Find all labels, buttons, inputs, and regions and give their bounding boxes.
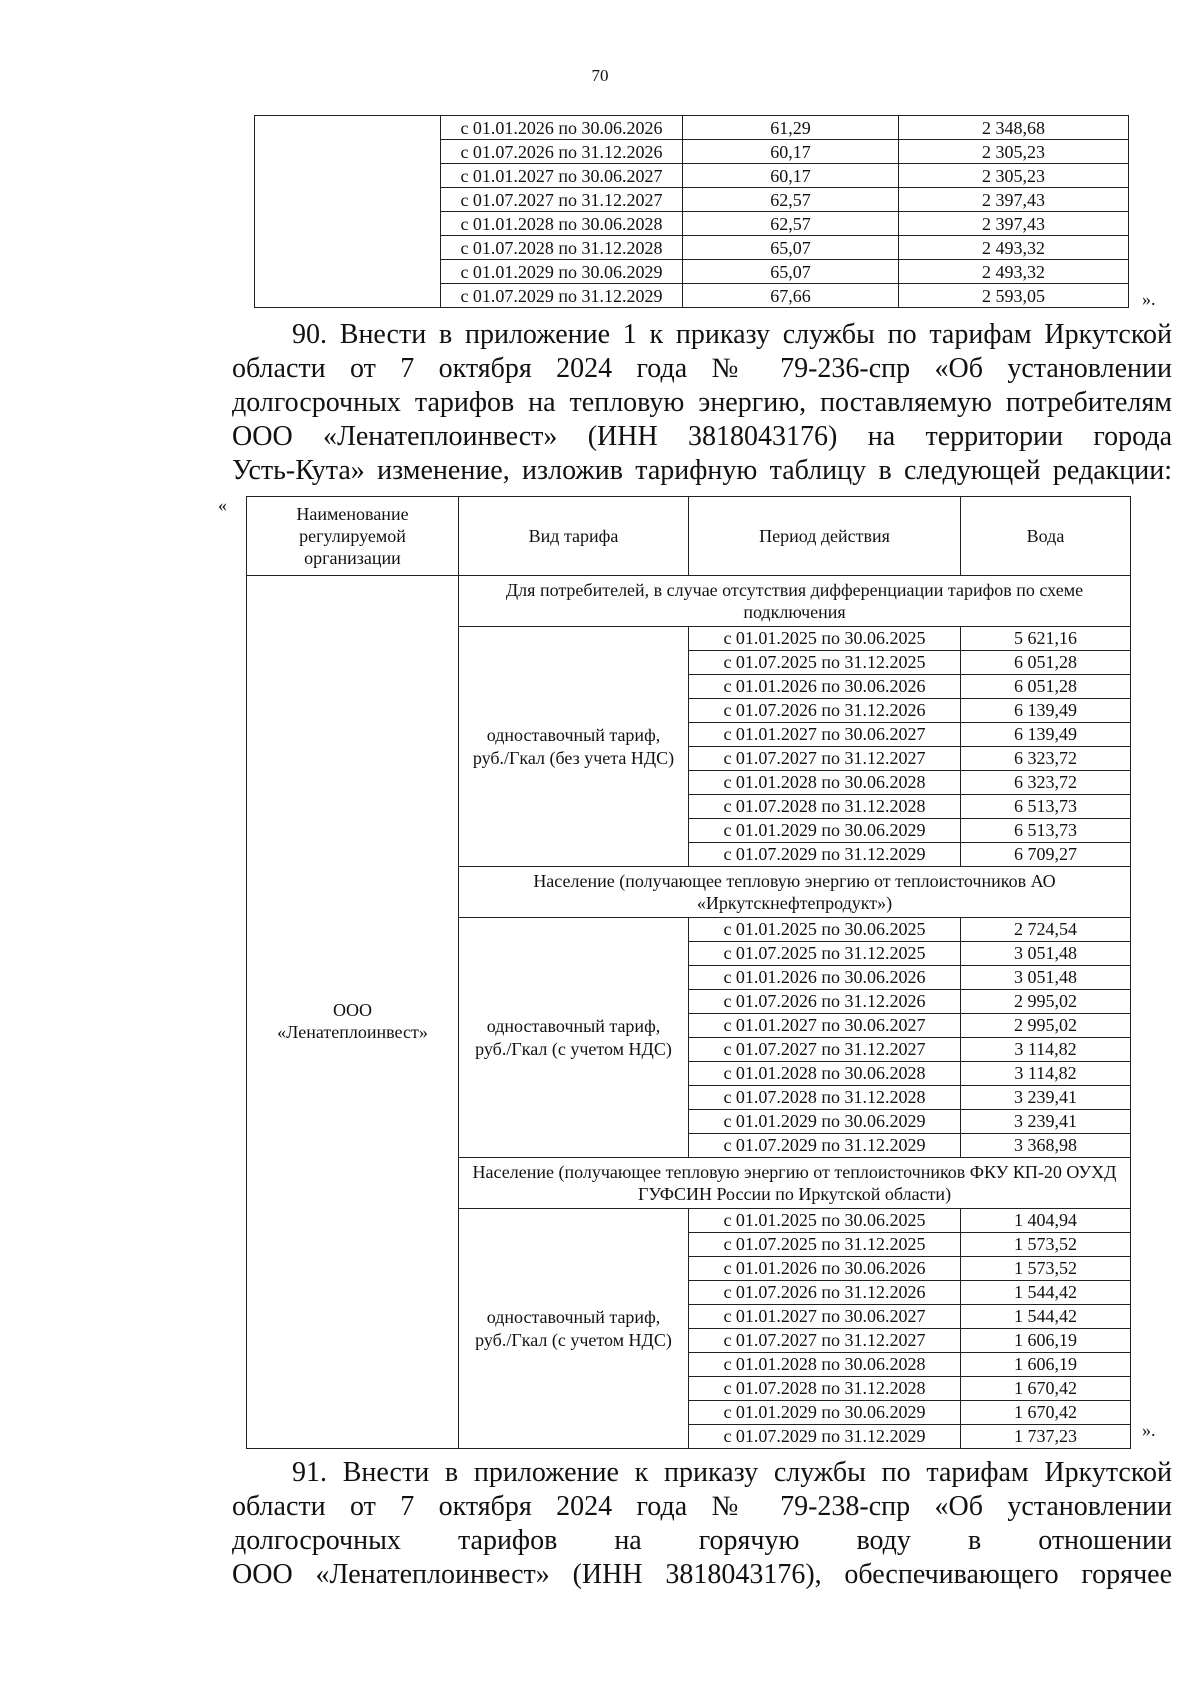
- period-cell: с 01.07.2028 по 31.12.2028: [441, 236, 683, 260]
- table-row: [255, 116, 1129, 140]
- value-cell-2: 2 305,23: [899, 164, 1129, 188]
- value-cell-2: 2 348,68: [899, 116, 1129, 140]
- value-cell-1: 60,17: [683, 164, 899, 188]
- period-cell: с 01.07.2028 по 31.12.2028: [689, 1377, 961, 1401]
- paragraph-line: ООО «Ленатеплоинвест» (ИНН 3818043176) на территории города: [232, 421, 1172, 452]
- closing-quote: ».: [1142, 289, 1156, 309]
- water-value-cell: 6 139,49: [961, 723, 1131, 747]
- page-number: 70: [591, 66, 609, 85]
- period-cell: с 01.07.2028 по 31.12.2028: [689, 1086, 961, 1110]
- header-period: Период действия: [689, 497, 961, 576]
- water-value-cell: 3 051,48: [961, 966, 1131, 990]
- water-value-cell: 6 139,49: [961, 699, 1131, 723]
- paragraph-line: 90. Внести в приложение 1 к приказу службы по тарифам Иркутской: [292, 319, 1172, 350]
- period-cell: с 01.01.2029 по 30.06.2029: [441, 260, 683, 284]
- value-cell-2: 2 397,43: [899, 188, 1129, 212]
- table-header-row: [247, 497, 1131, 576]
- heat-tariff-table: [246, 496, 1131, 1449]
- paragraph-90: [232, 318, 1172, 488]
- water-value-cell: 3 239,41: [961, 1110, 1131, 1134]
- period-cell: с 01.07.2026 по 31.12.2026: [689, 990, 961, 1014]
- value-cell-1: 62,57: [683, 188, 899, 212]
- value-cell-2: 2 493,32: [899, 236, 1129, 260]
- period-cell: с 01.07.2025 по 31.12.2025: [689, 1233, 961, 1257]
- value-cell-2: 2 493,32: [899, 260, 1129, 284]
- group-title: Население (получающее тепловую энергию от теплоисточников АО «Иркутскнефтепродукт»): [459, 867, 1131, 918]
- period-cell: с 01.07.2025 по 31.12.2025: [689, 942, 961, 966]
- water-value-cell: 6 513,73: [961, 819, 1131, 843]
- water-value-cell: 2 995,02: [961, 990, 1131, 1014]
- value-cell-2: 2 397,43: [899, 212, 1129, 236]
- tariff-type-cell: одноставочный тариф, руб./Гкал (с учетом НДС): [459, 918, 689, 1158]
- water-value-cell: 6 323,72: [961, 747, 1131, 771]
- paragraph-line: ООО «Ленатеплоинвест» (ИНН 3818043176), обеспечивающего горячее: [232, 1559, 1172, 1590]
- period-cell: с 01.01.2028 по 30.06.2028: [689, 1062, 961, 1086]
- paragraph-line: долгосрочных тарифов на горячую воду в отношении: [232, 1525, 1172, 1556]
- water-value-cell: 6 513,73: [961, 795, 1131, 819]
- water-value-cell: 1 737,23: [961, 1425, 1131, 1449]
- period-cell: с 01.01.2028 по 30.06.2028: [689, 1353, 961, 1377]
- value-cell-1: 67,66: [683, 284, 899, 308]
- paragraph-line: 91. Внести в приложение к приказу службы по тарифам Иркутской: [292, 1457, 1172, 1488]
- period-cell: с 01.07.2027 по 31.12.2027: [689, 1038, 961, 1062]
- period-cell: с 01.01.2027 по 30.06.2027: [689, 1014, 961, 1038]
- water-value-cell: 2 724,54: [961, 918, 1131, 942]
- water-value-cell: 1 544,42: [961, 1305, 1131, 1329]
- water-value-cell: 3 051,48: [961, 942, 1131, 966]
- water-value-cell: 1 404,94: [961, 1209, 1131, 1233]
- period-cell: с 01.07.2027 по 31.12.2027: [689, 747, 961, 771]
- water-value-cell: 3 368,98: [961, 1134, 1131, 1158]
- value-cell-2: 2 593,05: [899, 284, 1129, 308]
- water-value-cell: 3 114,82: [961, 1062, 1131, 1086]
- period-cell: с 01.07.2025 по 31.12.2025: [689, 651, 961, 675]
- period-cell: с 01.01.2027 по 30.06.2027: [689, 1305, 961, 1329]
- period-cell: с 01.07.2029 по 31.12.2029: [441, 284, 683, 308]
- water-value-cell: 3 239,41: [961, 1086, 1131, 1110]
- period-cell: с 01.01.2026 по 30.06.2026: [689, 675, 961, 699]
- header-water: Вода: [961, 497, 1131, 576]
- water-value-cell: 1 573,52: [961, 1257, 1131, 1281]
- value-cell-1: 62,57: [683, 212, 899, 236]
- water-value-cell: 1 544,42: [961, 1281, 1131, 1305]
- water-value-cell: 3 114,82: [961, 1038, 1131, 1062]
- period-cell: с 01.01.2026 по 30.06.2026: [689, 1257, 961, 1281]
- period-cell: с 01.07.2029 по 31.12.2029: [689, 1134, 961, 1158]
- water-value-cell: 6 323,72: [961, 771, 1131, 795]
- period-cell: с 01.07.2026 по 31.12.2026: [441, 140, 683, 164]
- period-cell: с 01.01.2025 по 30.06.2025: [689, 627, 961, 651]
- tariff-type-cell: одноставочный тариф, руб./Гкал (без учета НДС): [459, 627, 689, 867]
- water-value-cell: 1 670,42: [961, 1401, 1131, 1425]
- period-cell: с 01.07.2026 по 31.12.2026: [689, 699, 961, 723]
- water-value-cell: 6 051,28: [961, 675, 1131, 699]
- tariff-type-cell: одноставочный тариф, руб./Гкал (с учетом НДС): [459, 1209, 689, 1449]
- paragraph-line: области от 7 октября 2024 года № 79-238-спр «Об установлении: [232, 1491, 1172, 1522]
- closing-quote-main: ».: [1142, 1420, 1156, 1440]
- value-cell-1: 60,17: [683, 140, 899, 164]
- period-cell: с 01.01.2026 по 30.06.2026: [441, 116, 683, 140]
- period-cell: с 01.01.2029 по 30.06.2029: [689, 819, 961, 843]
- water-value-cell: 1 670,42: [961, 1377, 1131, 1401]
- period-cell: с 01.07.2026 по 31.12.2026: [689, 1281, 961, 1305]
- water-value-cell: 1 573,52: [961, 1233, 1131, 1257]
- period-cell: с 01.07.2027 по 31.12.2027: [441, 188, 683, 212]
- continuation-tariff-table: [254, 115, 1129, 308]
- period-cell: с 01.01.2027 по 30.06.2027: [441, 164, 683, 188]
- period-cell: с 01.01.2026 по 30.06.2026: [689, 966, 961, 990]
- group-title: Для потребителей, в случае отсутствия дифференциации тарифов по схеме подключения: [459, 576, 1131, 627]
- water-value-cell: 5 621,16: [961, 627, 1131, 651]
- water-value-cell: 6 709,27: [961, 843, 1131, 867]
- period-cell: с 01.01.2029 по 30.06.2029: [689, 1110, 961, 1134]
- period-cell: с 01.01.2027 по 30.06.2027: [689, 723, 961, 747]
- period-cell: с 01.01.2028 по 30.06.2028: [689, 771, 961, 795]
- water-value-cell: 6 051,28: [961, 651, 1131, 675]
- period-cell: с 01.01.2025 по 30.06.2025: [689, 918, 961, 942]
- paragraph-line: области от 7 октября 2024 года № 79-236-спр «Об установлении: [232, 353, 1172, 384]
- paragraph-line: долгосрочных тарифов на тепловую энергию, поставляемую потребителям: [232, 387, 1172, 418]
- period-cell: с 01.07.2029 по 31.12.2029: [689, 843, 961, 867]
- period-cell: с 01.01.2028 по 30.06.2028: [441, 212, 683, 236]
- value-cell-2: 2 305,23: [899, 140, 1129, 164]
- period-cell: с 01.01.2029 по 30.06.2029: [689, 1401, 961, 1425]
- value-cell-1: 61,29: [683, 116, 899, 140]
- period-cell: с 01.07.2028 по 31.12.2028: [689, 795, 961, 819]
- period-cell: с 01.01.2025 по 30.06.2025: [689, 1209, 961, 1233]
- paragraph-line: Усть-Кута» изменение, изложив тарифную таблицу в следующей редакции:: [232, 455, 1172, 486]
- organization-cell: ООО «Ленатеплоинвест»: [247, 576, 459, 1449]
- header-tariff-type: Вид тарифа: [459, 497, 689, 576]
- period-cell: с 01.07.2027 по 31.12.2027: [689, 1329, 961, 1353]
- group-header-row: [247, 576, 1131, 627]
- value-cell-1: 65,07: [683, 260, 899, 284]
- value-cell-1: 65,07: [683, 236, 899, 260]
- water-value-cell: 1 606,19: [961, 1353, 1131, 1377]
- paragraph-91: [232, 1456, 1172, 1592]
- period-cell: с 01.07.2029 по 31.12.2029: [689, 1425, 961, 1449]
- group-title: Население (получающее тепловую энергию от теплоисточников ФКУ КП-20 ОУХД ГУФСИН России по Иркутской области): [459, 1158, 1131, 1209]
- opening-quote: «: [218, 495, 227, 515]
- org-cell-blank: [255, 116, 441, 308]
- water-value-cell: 2 995,02: [961, 1014, 1131, 1038]
- header-org: Наименование регулируемой организации: [247, 497, 459, 576]
- water-value-cell: 1 606,19: [961, 1329, 1131, 1353]
